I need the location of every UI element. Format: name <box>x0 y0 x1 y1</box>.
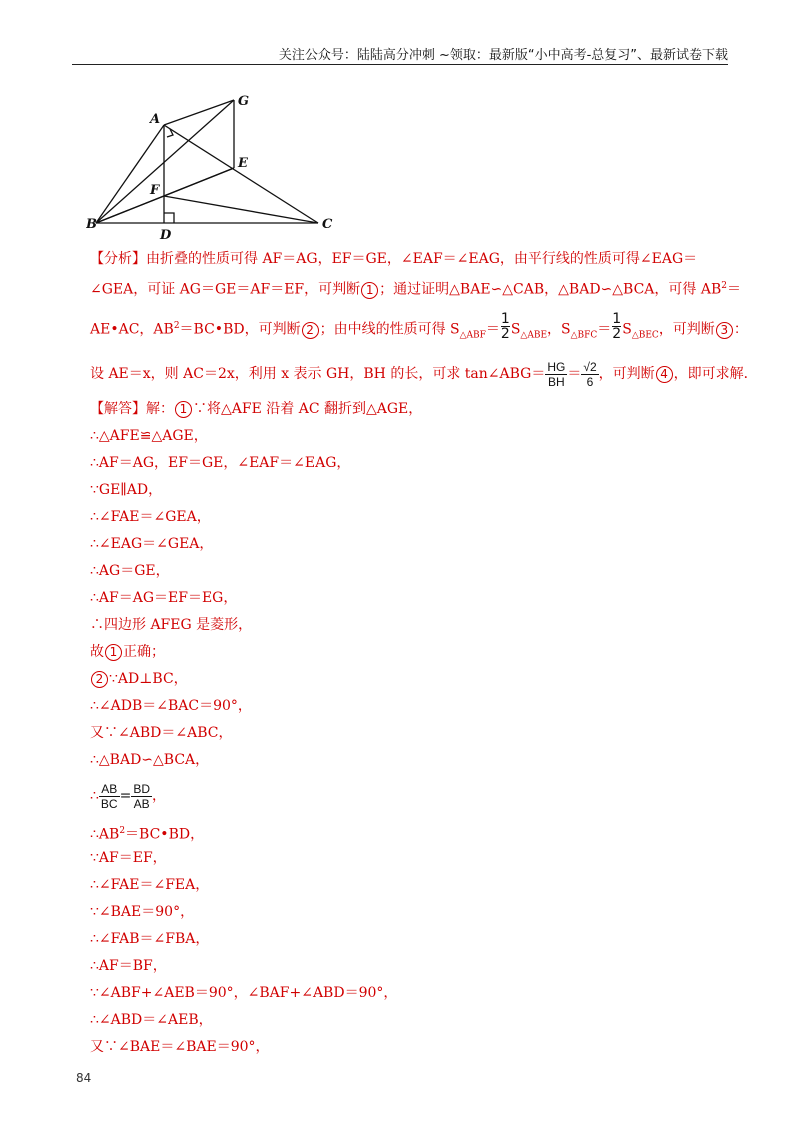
solution-line-19: ∵∠BAE＝90°， <box>90 904 195 920</box>
circled-3: 3 <box>716 322 733 339</box>
solution-line-23: ∴∠ABD＝∠AEB， <box>90 1012 213 1028</box>
page-header: 关注公众号：陆陆高分冲刺 ~领取：最新版“小中高考-总复习”、最新试卷下载 <box>278 48 728 63</box>
solution-line-4: ∵GE∥AD， <box>90 482 163 498</box>
right-angle-D <box>164 213 174 223</box>
label-D: D <box>160 228 172 240</box>
label-A: A <box>150 112 161 127</box>
solution-line-22: ∵∠ABF+∠AEB＝90°，∠BAF+∠ABD＝90°， <box>90 985 398 1001</box>
solution-line-12: ∴∠ADB＝∠BAC＝90°， <box>90 698 252 714</box>
label-G: G <box>238 94 250 109</box>
solution-line-18: ∴∠FAE＝∠FEA， <box>90 877 210 893</box>
solution-line-14: ∴△BAD∽△BCA， <box>90 752 210 768</box>
solution-line-13: 又∵∠ABD＝∠ABC， <box>90 725 233 741</box>
solution-line-21: ∴AF＝BF， <box>90 958 167 974</box>
fraction-half-1: $\frac{1}{2}$ <box>500 310 510 342</box>
label-B: B <box>86 217 97 232</box>
solution-line-6: ∴∠EAG＝∠GEA， <box>90 536 214 552</box>
triangle-diagram <box>86 90 346 240</box>
geometry-figure <box>86 90 346 240</box>
analysis-line-4: 设 AE＝x，则 AC＝2x，利用 x 表示 GH，BH 的长，可求 tan∠ABG＝ $\frac{HG}{BH}$ ＝ $\frac{√2}{6}$ ，可判断 4 ，即可求解． <box>90 359 758 389</box>
fraction-ab-bc: $\frac{AB}{BC}$ <box>100 781 118 811</box>
solution-line-16: $\therefore AB^2=BC•BD$， <box>90 826 205 843</box>
page-number: 84 <box>76 1071 92 1085</box>
circled-2: 2 <box>302 322 319 339</box>
fraction-bd-ab: $\frac{BD}{AB}$ <box>133 781 150 811</box>
segment-EF <box>164 168 234 196</box>
segment-AB <box>96 125 164 223</box>
segment-FC <box>164 196 318 223</box>
solution-text <box>90 246 758 1061</box>
solution-line-17: ∵AF＝EF， <box>90 850 167 866</box>
solution-line-3: ∴AF＝AG，EF＝GE，∠EAF＝∠EAG， <box>90 455 351 471</box>
solution-line-8: ∴AF＝AG＝EF＝EG， <box>90 590 238 606</box>
circled-4: 4 <box>656 366 673 383</box>
analysis-line-3: AE•AC，$AB^2=BC•BD$，可判断 2 ；由中线的性质可得 $S_{\triangle ABF}=$ $\frac{1}{2}S_{\triangle ABE}$，$S_{\triangle BFC}=$ $\frac{1}{2}S_{\triangle BEC}$，可判断 3 ： <box>90 310 748 342</box>
label-E: E <box>238 156 248 171</box>
circled-1: 1 <box>361 282 378 299</box>
solution-line-9: ∴四边形 AFEG 是菱形， <box>90 617 253 633</box>
solution-line-15: ∴ $\frac{AB}{BC}$ = $\frac{BD}{AB}$ ， <box>90 781 166 811</box>
fraction-hg-bh: $\frac{HG}{BH}$ <box>547 359 566 389</box>
solution-line-5: ∴∠FAE＝∠GEA， <box>90 509 211 525</box>
header-rule <box>72 64 728 65</box>
solution-line-11: 2 ∵AD⊥BC， <box>90 666 730 693</box>
solution-line-2: ∴△AFE≌△AGE， <box>90 428 208 444</box>
segment-AG <box>164 100 234 125</box>
solution-line-24: 又∵∠BAE＝∠BAE＝90°， <box>90 1039 270 1055</box>
analysis-line-1: 【分析】由折叠的性质可得 AF＝AG，EF＝GE，∠EAF＝∠EAG，由平行线的性质可得∠EAG＝ <box>90 251 698 267</box>
solution-line-1: 【解答】解： 1 ∵将△AFE 沿着 AC 翻折到△AGE， <box>90 401 423 417</box>
fraction-half-2: $\frac{1}{2}$ <box>612 310 622 342</box>
segment-AC <box>164 125 318 223</box>
analysis-line-2: ∠GEA，可证 AG＝GE＝AF＝EF，可判断 1 ；通过证明△BAE∽△CAB，△BAD∽△BCA，可得 $AB^2=$ <box>90 281 741 298</box>
segment-FB <box>96 196 164 223</box>
solution-line-7: ∴AG＝GE， <box>90 563 170 579</box>
label-F: F <box>150 183 160 198</box>
fraction-sqrt2-6: $\frac{√2}{6}$ <box>583 359 597 389</box>
solution-line-10: 故 1 正确； <box>90 644 165 660</box>
solution-line-20: ∴∠FAB＝∠FBA， <box>90 931 210 947</box>
label-C: C <box>322 217 333 232</box>
